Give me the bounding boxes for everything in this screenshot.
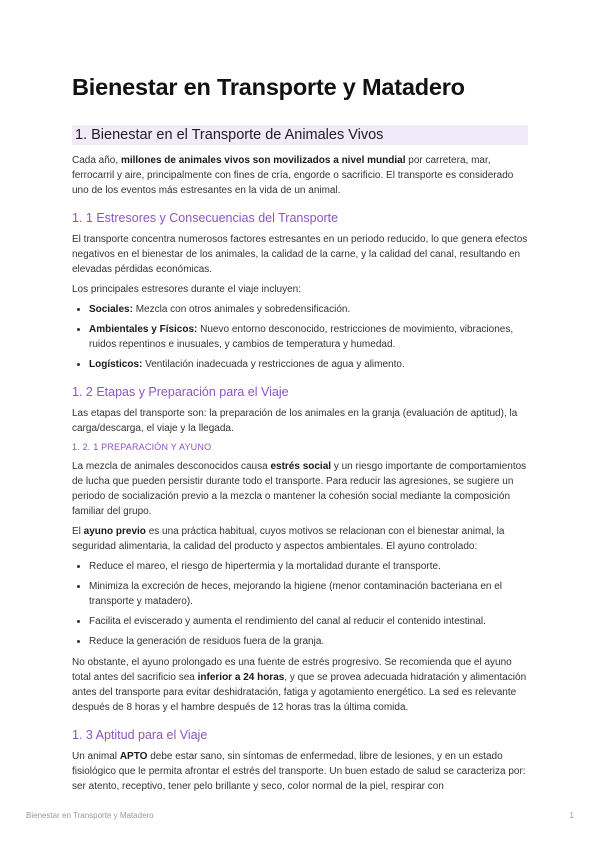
footer-title: Bienestar en Transporte y Matadero [26, 811, 154, 820]
subsection-1-2-paragraph-2: La mezcla de animales desconocidos causa estrés social y un riesgo importante de comportamientos de lucha que pueden persistir durante todo el transporte. Para reducir las agresiones, se sugiere un periodo de socialización previo a la mezcla o mantener la cohesión social mediante la composición familiar del grupo. [72, 461, 527, 517]
list-item: • Reduce el mareo, el riesgo de hipertermia y la mortalidad durante el transporte. [89, 559, 528, 574]
fasting-benefits-list [72, 559, 528, 649]
section-heading-1: 1. Bienestar en el Transporte de Animales Vivos [72, 125, 528, 145]
subsection-heading-1-1: 1. 1 Estresores y Consecuencias del Transporte [72, 211, 339, 225]
subsubsection-heading-1-2-1: 1. 2. 1 PREPARACIÓN Y AYUNO [72, 442, 212, 452]
subsection-heading-1-3: 1. 3 Aptitud para el Viaje [72, 728, 208, 742]
subsection-1-1-paragraph-1: El transporte concentra numerosos factores estresantes en un periodo reducido, lo que genera efectos negativos en el bienestar de los animales, la calidad de la carne, y la calidad del canal, resultando en elevadas pérdidas económicas. [72, 234, 528, 275]
document-page [72, 72, 528, 799]
list-item: • Ambientales y Físicos: Nuevo entorno desconocido, restricciones de movimiento, vibraciones, ruidos repentinos e inusuales, y cambios de temperatura y humedad. [89, 322, 528, 352]
subsection-1-2-paragraph-4: No obstante, el ayuno prolongado es una fuente de estrés progresivo. Se recomienda que el ayuno total antes del sacrificio sea inferior a 24 horas, y que se provea adecuada hidratación y alimentación antes del transporte para evitar deshidratación, fatiga y agotamiento energético. La sed es relevante después de 8 horas y el hambre después de 12 horas tras la última comida. [72, 657, 527, 713]
list-item: • Sociales: Mezcla con otros animales y sobredensificación. [89, 302, 528, 317]
stressors-list [72, 302, 528, 372]
subsection-1-2-paragraph-1: Las etapas del transporte son: la preparación de los animales en la granja (evaluación de aptitud), la carga/descarga, el viaje y la llegada. [72, 408, 518, 434]
list-item: • Logísticos: Ventilación inadecuada y restricciones de agua y alimento. [89, 357, 528, 372]
page-number: 1 [569, 811, 574, 820]
document-title: Bienestar en Transporte y Matadero [72, 74, 465, 100]
list-item: • Facilita el eviscerado y aumenta el rendimiento del canal al reducir el contenido intestinal. [89, 614, 528, 629]
subsection-1-3-paragraph-1: Un animal APTO debe estar sano, sin síntomas de enfermedad, libre de lesiones, y en un estado fisiológico que le permita afrontar el estrés del transporte. Un buen estado de salud se caracteriza por: ser atento, receptivo, tener pelo brillante y seco, color normal de la piel, respirar con [72, 751, 526, 792]
subsection-heading-1-2: 1. 2 Etapas y Preparación para el Viaje [72, 385, 289, 399]
list-item: • Minimiza la excreción de heces, mejorando la higiene (menor contaminación bacteriana en el transporte y matadero). [89, 579, 528, 609]
list-item: • Reduce la generación de residuos fuera de la granja. [89, 634, 528, 649]
page-footer [26, 811, 574, 820]
section-1-paragraph: Cada año, millones de animales vivos son movilizados a nivel mundial por carretera, mar, ferrocarril y aire, principalmente con fines de cría, engorde o sacrificio. El transporte es considerado uno de los eventos más estresantes en la vida de un animal. [72, 155, 514, 196]
subsection-1-2-paragraph-3: El ayuno previo es una práctica habitual, cuyos motivos se relacionan con el bienestar animal, la seguridad alimentaria, la calidad del producto y aspectos ambientales. El ayuno controlado: [72, 526, 505, 552]
subsection-1-1-paragraph-2: Los principales estresores durante el viaje incluyen: [72, 284, 302, 295]
